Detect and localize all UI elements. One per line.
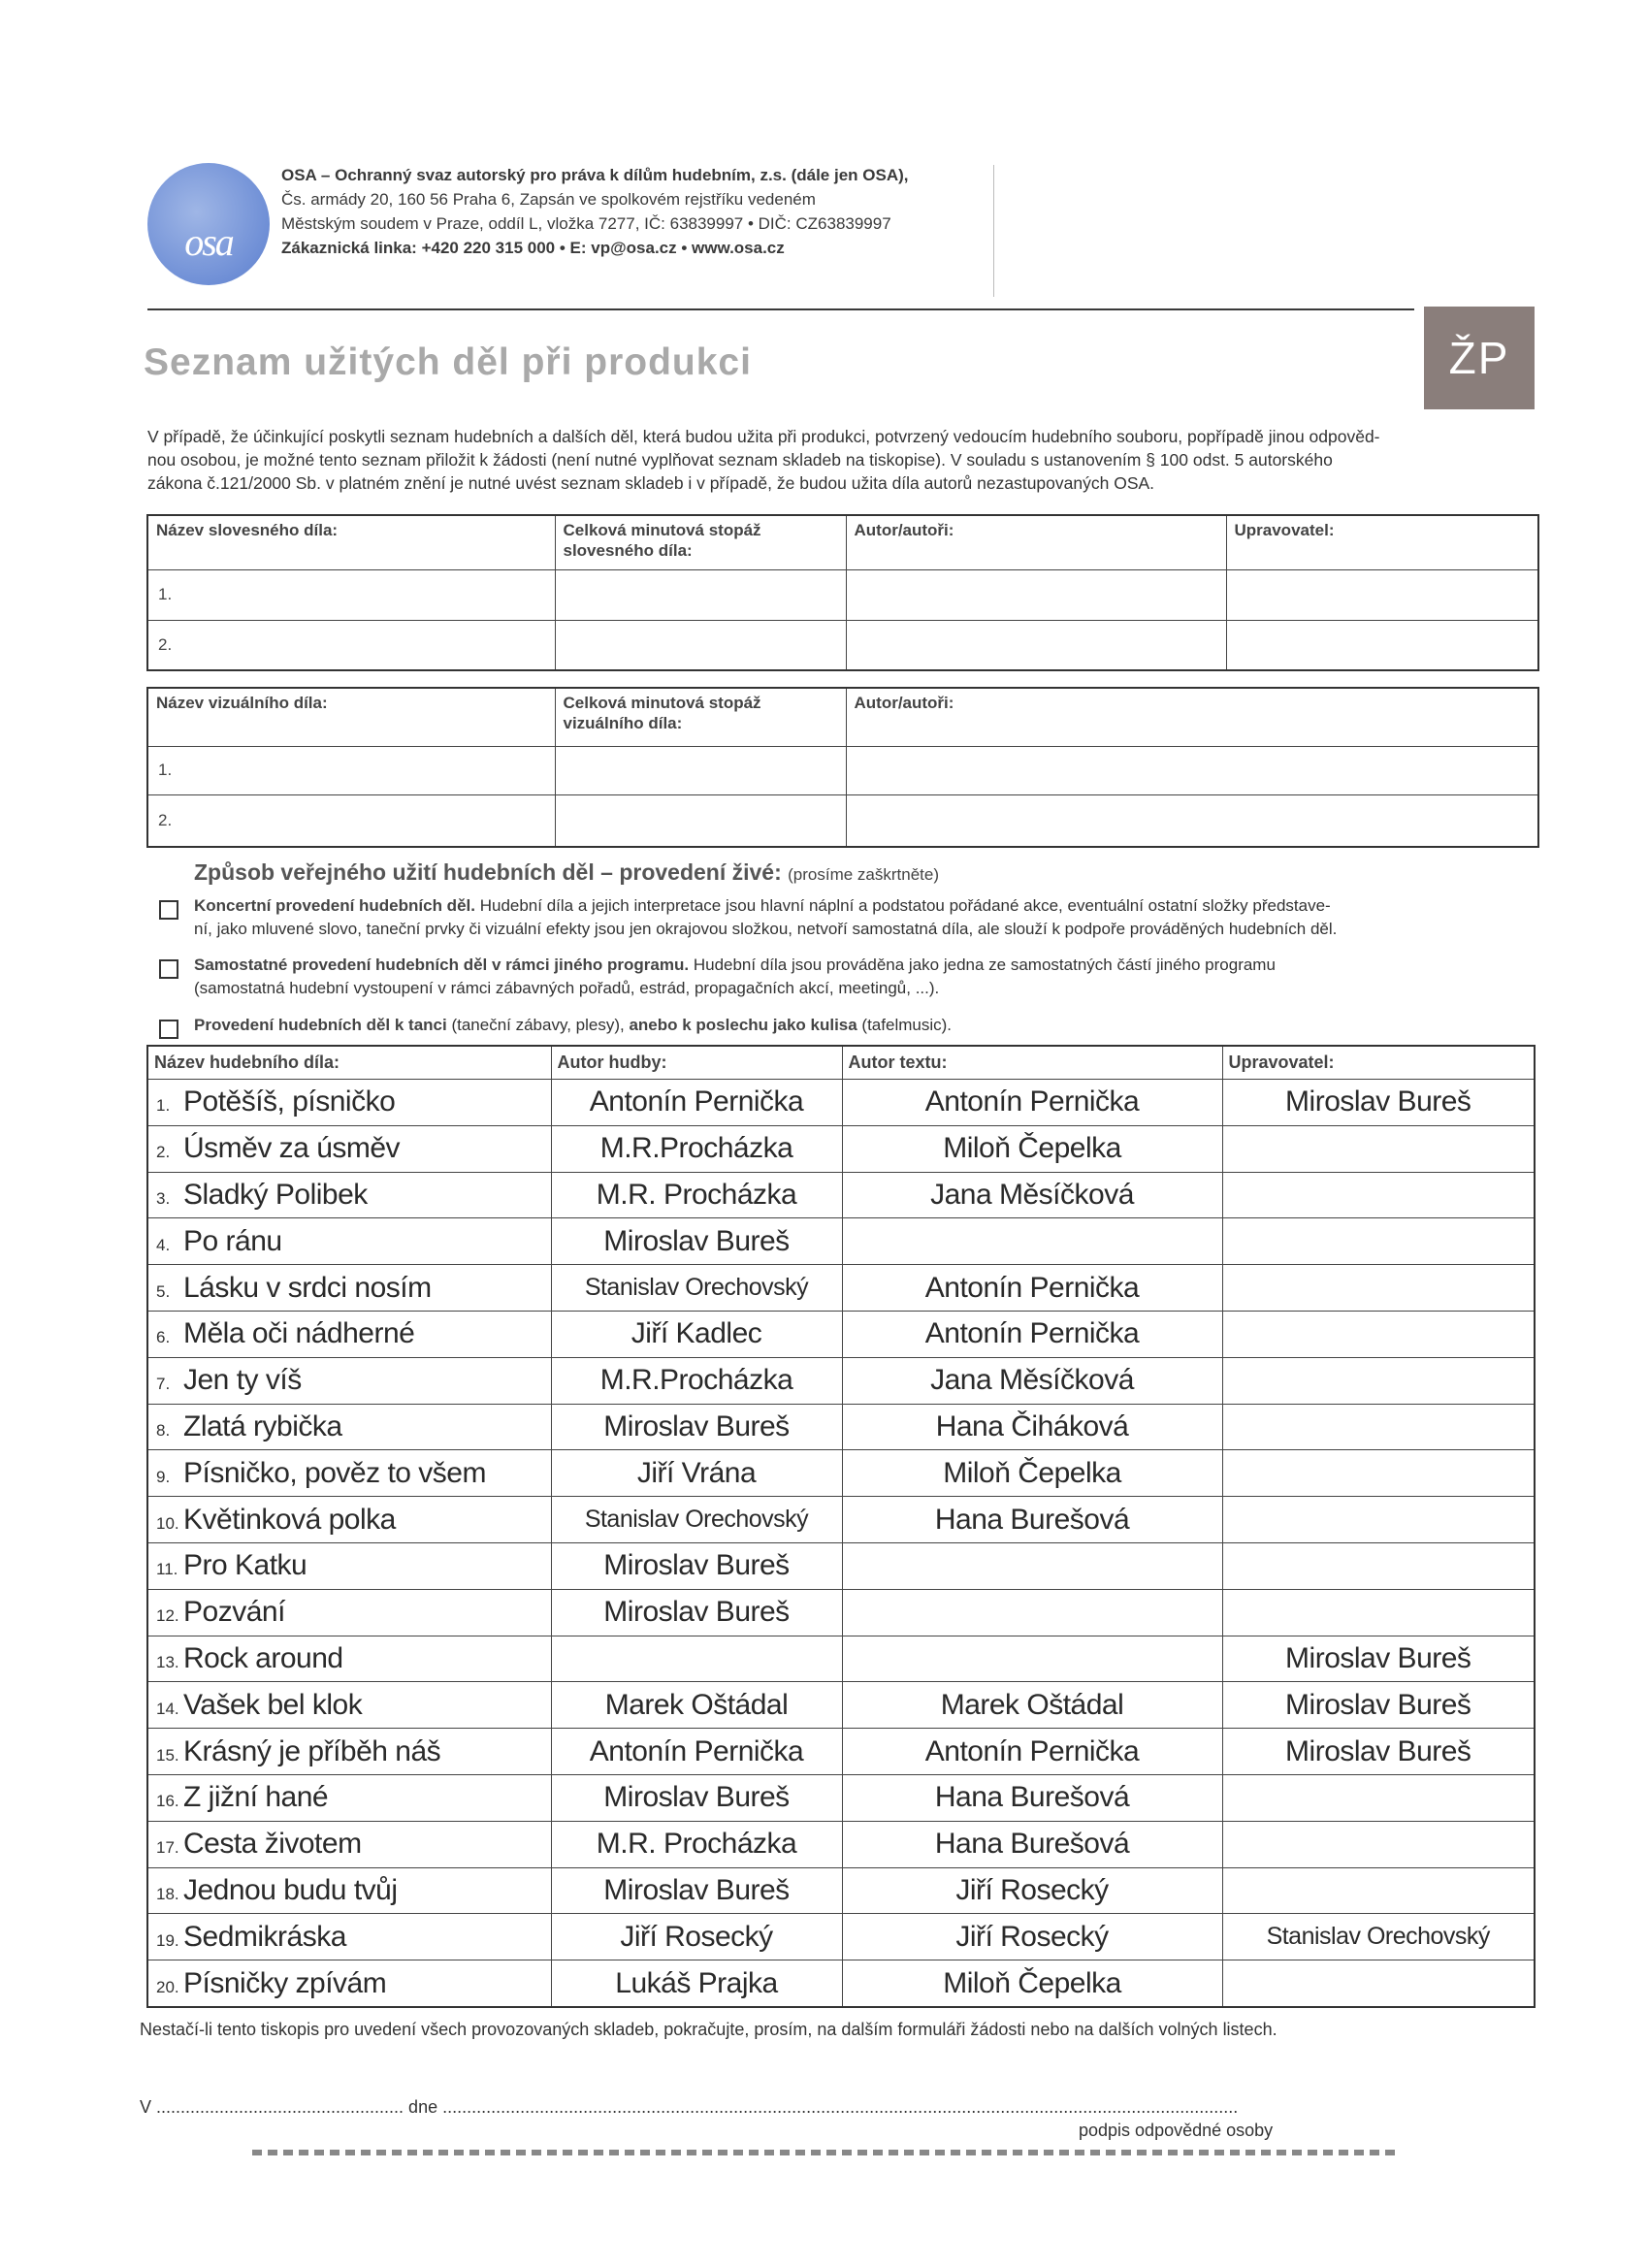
header-divider [993, 165, 994, 297]
header-cell: Upravovatel: [1222, 1046, 1535, 1080]
form-field[interactable] [555, 620, 846, 670]
header-cell: Název vizuálního díla: [147, 688, 555, 746]
song-title: Jednou budu tvůj [183, 1873, 398, 1906]
table-row [147, 1125, 1535, 1172]
table-row [147, 1172, 1535, 1218]
arranger-cell[interactable] [1222, 1311, 1535, 1357]
table-row [147, 1080, 1535, 1126]
arranger-cell[interactable] [1222, 1357, 1535, 1404]
lyrics-author-cell[interactable]: Antonín Pernička [842, 1311, 1222, 1357]
table-row [147, 1218, 1535, 1265]
arranger-cell[interactable] [1222, 1867, 1535, 1914]
table-row [147, 1357, 1535, 1404]
page-title: Seznam užitých děl při produkci [144, 341, 752, 383]
row-number: 18. [156, 1884, 179, 1903]
row-number: 16. [156, 1792, 179, 1811]
lyrics-author-cell[interactable]: Hana Čiháková [842, 1404, 1222, 1450]
row-number: 2. [147, 794, 555, 847]
lyrics-author-cell[interactable]: Antonín Pernička [842, 1265, 1222, 1312]
lyrics-author-cell[interactable] [842, 1636, 1222, 1682]
song-title: Květinková polka [183, 1503, 396, 1536]
form-field[interactable] [846, 620, 1226, 670]
row-number: 12. [156, 1606, 179, 1626]
usage-title-text: Způsob veřejného užití hudebních děl – provedení živé: [194, 859, 782, 885]
footer-note: Nestačí-li tento tiskopis pro uvedení všech provozovaných skladeb, pokračujte, prosím, na dalším formuláři žádosti nebo na dalších volných listech. [140, 2020, 1277, 2039]
option-text: Hudební díla a jejich interpretace jsou hlavní náplní a podstatou pořádané akce, eventuální ostatní složky představe- [474, 896, 1331, 915]
music-works-table [146, 1045, 1536, 2008]
music-author-cell[interactable]: Miroslav Bureš [551, 1774, 842, 1821]
lyrics-author-cell[interactable]: Jiří Rosecký [842, 1867, 1222, 1914]
music-author-cell[interactable]: M.R. Procházka [551, 1821, 842, 1867]
arranger-cell[interactable] [1222, 1172, 1535, 1218]
table-row [147, 1821, 1535, 1867]
option-text: ní, jako mluvené slovo, taneční prvky či vizuální efekty jsou jen okrajovou složkou, netvoří samostatná díla, ale slouží k podpoře prováděných hudebních děl. [194, 920, 1338, 938]
arranger-cell[interactable] [1222, 1265, 1535, 1312]
arranger-cell[interactable]: Miroslav Bureš [1222, 1729, 1535, 1775]
visual-works-table [146, 687, 1539, 848]
lyrics-author-cell[interactable]: Jiří Rosecký [842, 1914, 1222, 1960]
option-text: (tafelmusic). [857, 1016, 952, 1034]
option-standalone [194, 954, 1276, 1000]
music-author-cell[interactable]: Stanislav Orechovský [551, 1497, 842, 1543]
arranger-cell[interactable] [1222, 1218, 1535, 1265]
intro-line: nou osobou, je možné tento seznam přiložit k žádosti (není nutné vyplňovat seznam skladeb na tiskopise). V souladu s ustanovením § 100 odst. 5 autorského [147, 450, 1333, 470]
form-field[interactable] [1226, 569, 1538, 620]
title-cell[interactable] [147, 1125, 551, 1172]
arranger-cell[interactable] [1222, 1774, 1535, 1821]
form-field[interactable] [555, 746, 846, 794]
logo-text: osa [184, 220, 233, 264]
arranger-cell[interactable] [1222, 1542, 1535, 1589]
row-number: 8. [156, 1420, 171, 1440]
table-row [147, 1404, 1535, 1450]
row-number: 5. [156, 1281, 171, 1301]
row-number: 14. [156, 1699, 179, 1718]
lyrics-author-cell[interactable] [842, 1542, 1222, 1589]
title-cell[interactable] [147, 1960, 551, 2007]
song-title: Po ránu [183, 1224, 282, 1257]
lyrics-author-cell[interactable]: Marek Oštádal [842, 1682, 1222, 1729]
table-row [147, 1729, 1535, 1775]
form-field[interactable] [846, 746, 1538, 794]
arranger-cell[interactable] [1222, 1589, 1535, 1636]
title-cell[interactable] [147, 1774, 551, 1821]
lyrics-author-cell[interactable]: Antonín Pernička [842, 1080, 1222, 1126]
checkbox-dance[interactable] [159, 1020, 178, 1039]
option-text: (samostatná hudební vystoupení v rámci zábavných pořadů, estrád, propagačních akcí, meetingů, ...). [194, 979, 940, 997]
row-number: 11. [156, 1560, 178, 1579]
title-cell[interactable] [147, 1821, 551, 1867]
arranger-cell[interactable]: Miroslav Bureš [1222, 1636, 1535, 1682]
title-cell[interactable] [147, 1172, 551, 1218]
arranger-cell[interactable] [1222, 1125, 1535, 1172]
form-field[interactable] [555, 569, 846, 620]
option-bold: Samostatné provedení hudebních děl v rámci jiného programu. [194, 956, 690, 974]
title-cell[interactable] [147, 1404, 551, 1450]
table-row [147, 1682, 1535, 1729]
signature-line: V ................................................... dne .................................................................................................................................................................... [140, 2097, 1239, 2117]
intro-line: V případě, že účinkující poskytli seznam hudebních a dalších děl, která budou užita při produkci, potvrzený vedoucím hudebního souboru, popřípadě jinou odpověd- [147, 427, 1380, 446]
arranger-cell[interactable]: Stanislav Orechovský [1222, 1914, 1535, 1960]
title-cell[interactable] [147, 1914, 551, 1960]
form-field[interactable] [555, 794, 846, 847]
row-number: 6. [156, 1328, 171, 1347]
lyrics-author-cell[interactable]: Hana Burešová [842, 1821, 1222, 1867]
row-number: 4. [156, 1235, 171, 1254]
title-cell[interactable] [147, 1080, 551, 1126]
row-number: 7. [156, 1375, 171, 1394]
header-cell: Celková minutová stopáž slovesného díla: [555, 515, 846, 569]
option-text: Hudební díla jsou prováděna jako jedna ze samostatných částí jiného programu [689, 956, 1276, 974]
song-title: Vašek bel klok [183, 1688, 363, 1721]
verbal-works-table [146, 514, 1539, 671]
option-text: (taneční zábavy, plesy), [446, 1016, 630, 1034]
song-title: Sedmikráska [183, 1920, 346, 1953]
row-number: 10. [156, 1513, 179, 1533]
option-concert [194, 894, 1337, 941]
row-number: 15. [156, 1745, 179, 1765]
music-author-cell[interactable]: Stanislav Orechovský [551, 1265, 842, 1312]
form-field[interactable] [846, 794, 1538, 847]
song-title: Z jižní hané [183, 1781, 329, 1814]
music-author-cell[interactable]: Antonín Pernička [551, 1729, 842, 1775]
lyrics-author-cell[interactable]: Antonín Pernička [842, 1729, 1222, 1775]
music-author-cell[interactable]: M.R.Procházka [551, 1357, 842, 1404]
table-row [147, 1867, 1535, 1914]
row-number: 1. [147, 746, 555, 794]
title-cell[interactable] [147, 1357, 551, 1404]
org-line: Městským soudem v Praze, oddíl L, vložka 7277, IČ: 63839997 • DIČ: CZ63839997 [281, 214, 891, 233]
table-row [147, 1450, 1535, 1497]
title-cell[interactable] [147, 1867, 551, 1914]
table-row [147, 1914, 1535, 1960]
song-title: Potěšíš, písničko [183, 1085, 396, 1118]
title-cell[interactable] [147, 1450, 551, 1497]
song-title: Rock around [183, 1641, 343, 1674]
title-cell[interactable] [147, 1265, 551, 1312]
music-author-cell[interactable]: M.R.Procházka [551, 1125, 842, 1172]
table-row [147, 1497, 1535, 1543]
org-line: Zákaznická linka: +420 220 315 000 • E: vp@osa.cz • www.osa.cz [281, 239, 785, 257]
lyrics-author-cell[interactable] [842, 1589, 1222, 1636]
cut-off-text [252, 2150, 1397, 2155]
song-title: Cesta životem [183, 1828, 362, 1861]
song-title: Měla oči nádherné [183, 1317, 415, 1350]
lyrics-author-cell[interactable]: Jana Měsíčková [842, 1357, 1222, 1404]
header-cell: Celková minutová stopáž vizuálního díla: [555, 688, 846, 746]
song-title: Písničko, pověz to všem [183, 1456, 486, 1489]
table-row [147, 1589, 1535, 1636]
row-number: 13. [156, 1652, 179, 1671]
header-cell: Autor/autoři: [846, 515, 1226, 569]
form-field[interactable] [846, 569, 1226, 620]
org-line: Čs. armády 20, 160 56 Praha 6, Zapsán ve spolkovém rejstříku vedeném [281, 190, 816, 209]
table-row [147, 1960, 1535, 2007]
row-number: 19. [156, 1930, 179, 1950]
song-title: Pro Katku [183, 1549, 307, 1582]
lyrics-author-cell[interactable]: Jana Měsíčková [842, 1172, 1222, 1218]
arranger-cell[interactable]: Miroslav Bureš [1222, 1682, 1535, 1729]
song-title: Zlatá rybička [183, 1409, 342, 1442]
music-rows [147, 1080, 1535, 2007]
option-dance [194, 1014, 952, 1037]
arranger-cell[interactable] [1222, 1497, 1535, 1543]
lyrics-author-cell[interactable]: Miloň Čepelka [842, 1960, 1222, 2007]
arranger-cell[interactable] [1222, 1821, 1535, 1867]
music-author-cell[interactable]: Miroslav Bureš [551, 1542, 842, 1589]
row-number: 1. [147, 569, 555, 620]
form-code-badge: ŽP [1424, 307, 1535, 409]
table-row [147, 1265, 1535, 1312]
header-cell: Autor hudby: [551, 1046, 842, 1080]
lyrics-author-cell[interactable]: Miloň Čepelka [842, 1125, 1222, 1172]
table-row [147, 1542, 1535, 1589]
song-title: Písničky zpívám [183, 1966, 387, 1999]
header-cell: Autor textu: [842, 1046, 1222, 1080]
title-cell[interactable] [147, 1497, 551, 1543]
title-cell[interactable] [147, 1589, 551, 1636]
row-number: 9. [156, 1467, 171, 1486]
osa-logo [147, 163, 270, 285]
song-title: Pozvání [183, 1596, 285, 1629]
row-number: 2. [156, 1143, 171, 1162]
row-number: 1. [156, 1096, 171, 1116]
organization-info [281, 163, 999, 260]
lyrics-author-cell[interactable]: Hana Burešová [842, 1497, 1222, 1543]
lyrics-author-cell[interactable] [842, 1218, 1222, 1265]
arranger-cell[interactable]: Miroslav Bureš [1222, 1080, 1535, 1126]
song-title: Sladký Polibek [183, 1178, 368, 1211]
checkbox-concert[interactable] [159, 900, 178, 920]
header-cell: Upravovatel: [1226, 515, 1538, 569]
table-row [147, 1636, 1535, 1682]
form-field[interactable] [1226, 620, 1538, 670]
intro-text [147, 425, 1538, 495]
music-author-cell[interactable]: Miroslav Bureš [551, 1589, 842, 1636]
music-author-cell[interactable]: Lukáš Prajka [551, 1960, 842, 2007]
title-cell[interactable] [147, 1682, 551, 1729]
header-cell: Název slovesného díla: [147, 515, 555, 569]
arranger-cell[interactable] [1222, 1450, 1535, 1497]
music-author-cell[interactable]: Miroslav Bureš [551, 1867, 842, 1914]
lyrics-author-cell[interactable]: Hana Burešová [842, 1774, 1222, 1821]
music-author-cell[interactable]: Miroslav Bureš [551, 1404, 842, 1450]
music-author-cell[interactable]: Jiří Vrána [551, 1450, 842, 1497]
title-cell[interactable] [147, 1311, 551, 1357]
table-row [147, 1311, 1535, 1357]
title-cell[interactable] [147, 1218, 551, 1265]
lyrics-author-cell[interactable]: Miloň Čepelka [842, 1450, 1222, 1497]
music-author-cell[interactable]: Jiří Rosecký [551, 1914, 842, 1960]
row-number: 2. [147, 620, 555, 670]
arranger-cell[interactable] [1222, 1404, 1535, 1450]
music-author-cell[interactable]: Antonín Pernička [551, 1080, 842, 1126]
arranger-cell[interactable] [1222, 1960, 1535, 2007]
song-title: Lásku v srdci nosím [183, 1271, 432, 1304]
header-rule [147, 308, 1414, 310]
song-title: Jen ty víš [183, 1364, 302, 1397]
music-author-cell[interactable]: M.R. Procházka [551, 1172, 842, 1218]
header-cell: Autor/autoři: [846, 688, 1538, 746]
option-bold: Koncertní provedení hudebních děl. [194, 896, 475, 915]
row-number: 3. [156, 1188, 171, 1208]
title-cell[interactable] [147, 1636, 551, 1682]
music-author-cell[interactable]: Miroslav Bureš [551, 1218, 842, 1265]
usage-note: (prosíme zaškrtněte) [788, 865, 940, 884]
music-author-cell[interactable] [551, 1636, 842, 1682]
song-title: Krásný je příběh náš [183, 1734, 441, 1767]
song-title: Úsměv za úsměv [183, 1132, 401, 1165]
option-bold: anebo k poslechu jako kulisa [629, 1016, 857, 1034]
option-bold: Provedení hudebních děl k tanci [194, 1016, 447, 1034]
music-author-cell[interactable]: Jiří Kadlec [551, 1311, 842, 1357]
intro-line: zákona č.121/2000 Sb. v platném znění je nutné uvést seznam skladeb i v případě, že budou užita díla autorů nezastupovaných OSA. [147, 473, 1155, 493]
usage-section-title [194, 859, 939, 886]
title-cell[interactable] [147, 1542, 551, 1589]
signature-label: podpis odpovědné osoby [1079, 2121, 1274, 2140]
checkbox-standalone[interactable] [159, 959, 178, 979]
music-author-cell[interactable]: Marek Oštádal [551, 1682, 842, 1729]
header-cell: Název hudebního díla: [147, 1046, 551, 1080]
title-cell[interactable] [147, 1729, 551, 1775]
row-number: 20. [156, 1977, 179, 1996]
table-row [147, 1774, 1535, 1821]
org-line: OSA – Ochranný svaz autorský pro práva k dílům hudebním, z.s. (dále jen OSA), [281, 166, 909, 184]
row-number: 17. [156, 1838, 179, 1858]
